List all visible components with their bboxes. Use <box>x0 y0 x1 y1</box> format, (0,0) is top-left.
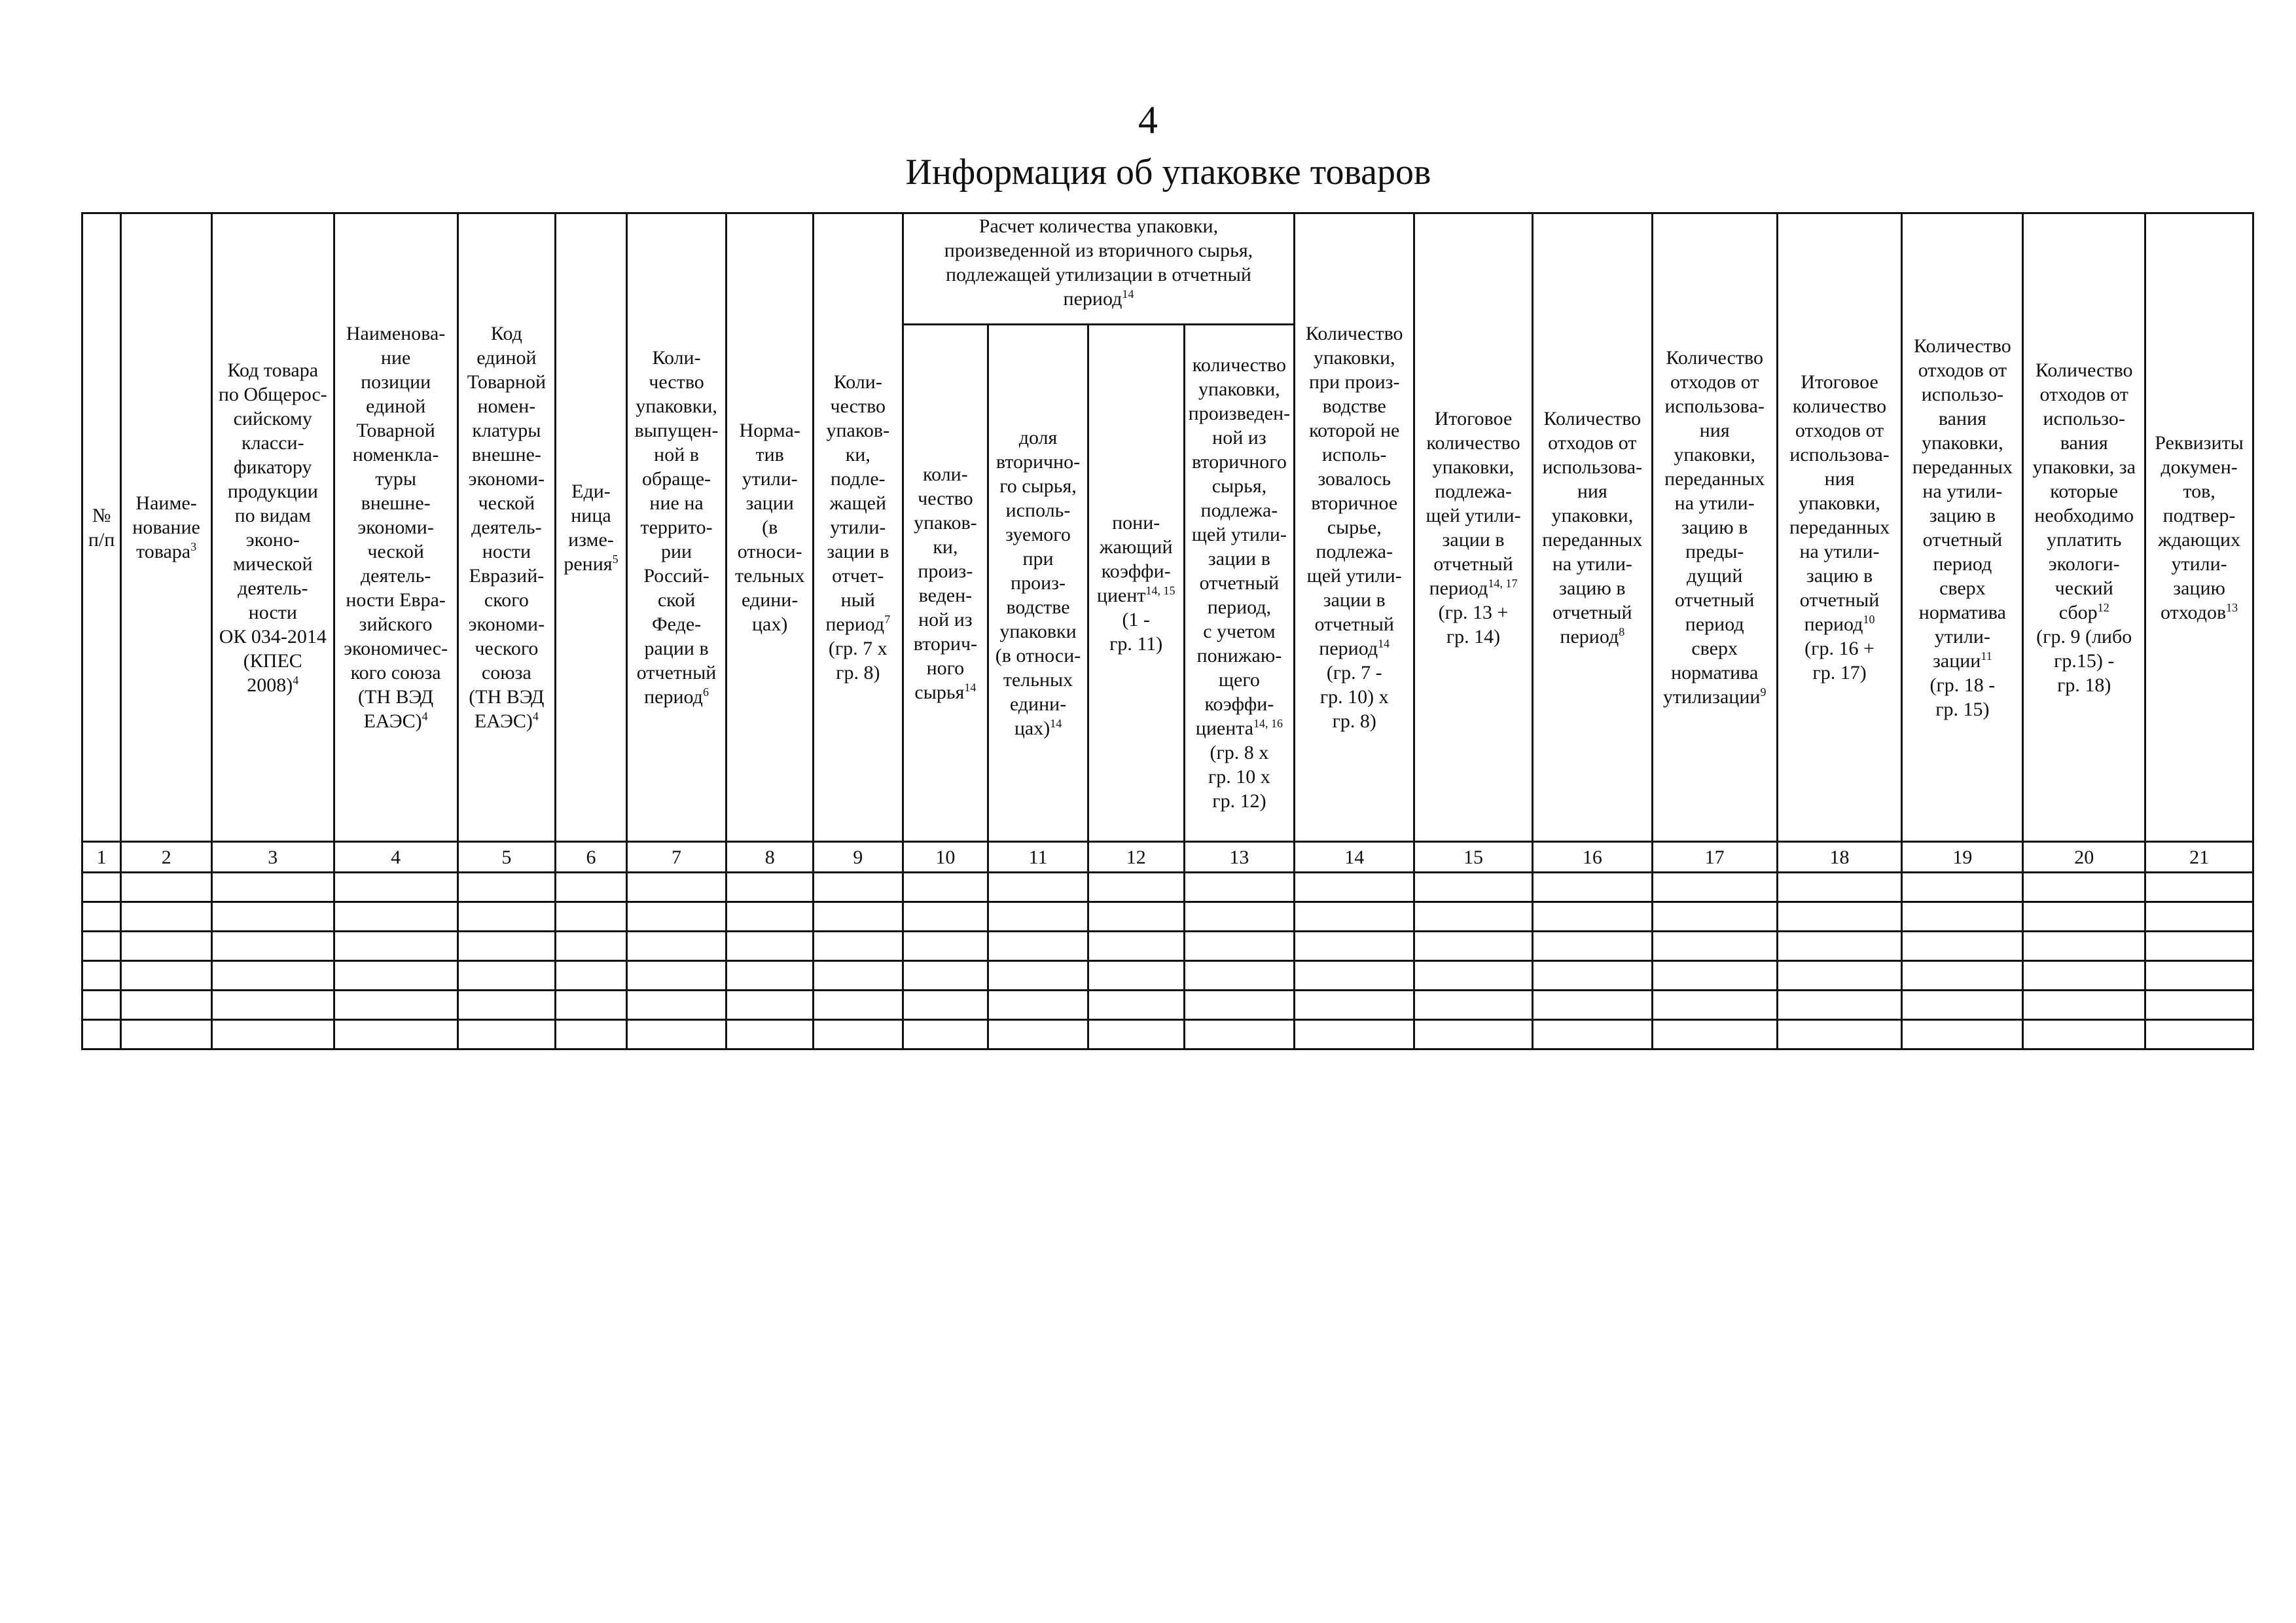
column-number-8: 8 <box>726 842 814 873</box>
page-number: 4 <box>1138 98 1158 141</box>
table-cell <box>2145 873 2253 902</box>
table-cell <box>2145 961 2253 991</box>
table-cell <box>1777 961 1902 991</box>
table-cell <box>2145 932 2253 961</box>
table-cell <box>1652 1020 1777 1049</box>
table-cell <box>211 991 334 1020</box>
table-cell <box>211 902 334 932</box>
table-cell <box>1295 873 1414 902</box>
table-cell <box>457 961 556 991</box>
table-cell <box>457 873 556 902</box>
table-cell <box>1777 1020 1902 1049</box>
column-number-7: 7 <box>626 842 726 873</box>
table-cell <box>2145 1020 2253 1049</box>
table-cell <box>1295 902 1414 932</box>
table-cell <box>2023 902 2145 932</box>
table-cell <box>2023 991 2145 1020</box>
table-cell <box>211 932 334 961</box>
table-cell <box>626 1020 726 1049</box>
header-col-6: Еди- ница изме- рения$^5$ <box>556 213 626 842</box>
table-cell <box>1184 902 1295 932</box>
table-cell <box>626 961 726 991</box>
table-cell <box>1184 961 1295 991</box>
table-cell <box>556 961 626 991</box>
table-cell <box>1088 873 1184 902</box>
column-number-10: 10 <box>903 842 988 873</box>
table-cell <box>82 873 121 902</box>
table-cell <box>1532 1020 1652 1049</box>
table-cell <box>726 902 814 932</box>
table-row <box>82 991 2253 1020</box>
table-cell <box>903 961 988 991</box>
table-cell <box>121 932 212 961</box>
header-col-16: Количество отходов от использова- ния упаковки, переданных на утили- зацию в отчетный период$^8$ <box>1532 213 1652 842</box>
table-cell <box>1184 991 1295 1020</box>
header-col-7: Коли- чество упаковки, выпущен- ной в обраще- ние на террито- рии Россий- ской Феде- рации в отчетный период$^6$ <box>626 213 726 842</box>
table-cell <box>1652 873 1777 902</box>
table-cell <box>556 1020 626 1049</box>
table-cell <box>334 873 457 902</box>
table-cell <box>82 991 121 1020</box>
table-cell <box>556 932 626 961</box>
table-cell <box>813 902 903 932</box>
column-number-9: 9 <box>813 842 903 873</box>
table-cell <box>1414 932 1533 961</box>
column-number-5: 5 <box>457 842 556 873</box>
table-row <box>82 1020 2253 1049</box>
column-number-15: 15 <box>1414 842 1533 873</box>
table-cell <box>1902 873 2023 902</box>
column-number-11: 11 <box>988 842 1088 873</box>
table-cell <box>988 932 1088 961</box>
header-col-19: Количество отходов от использо- вания упаковки, переданных на утили- зацию в отчетный период сверх норматива утили- зации$^{11}$ (гр. 18 - гр. 15) <box>1902 213 2023 842</box>
table-cell <box>2023 1020 2145 1049</box>
table-cell <box>988 991 1088 1020</box>
column-number-6: 6 <box>556 842 626 873</box>
table-cell <box>2023 961 2145 991</box>
column-number-14: 14 <box>1295 842 1414 873</box>
table-cell <box>121 1020 212 1049</box>
table-cell <box>626 991 726 1020</box>
column-number-row <box>82 842 2253 873</box>
table-cell <box>2023 932 2145 961</box>
header-col-2: Наиме- нование товара$^3$ <box>121 213 212 842</box>
column-number-18: 18 <box>1777 842 1902 873</box>
table-cell <box>1777 932 1902 961</box>
table-cell <box>1414 991 1533 1020</box>
table-cell <box>211 873 334 902</box>
table-cell <box>1532 873 1652 902</box>
header-col-9: Коли- чество упаков- ки, подле- жащей утили- зации в отчет- ный период$^7$ (гр. 7 х гр. 8) <box>813 213 903 842</box>
table-cell <box>1088 991 1184 1020</box>
table-cell <box>1184 1020 1295 1049</box>
page-title: Информация об упаковке товаров <box>905 152 1431 192</box>
table-cell <box>1902 1020 2023 1049</box>
table-cell <box>556 873 626 902</box>
table-cell <box>1088 961 1184 991</box>
table-cell <box>1295 932 1414 961</box>
header-col-8: Норма- тив утили- зации (в относи- тельных едини- цах) <box>726 213 814 842</box>
table-cell <box>1295 1020 1414 1049</box>
table-cell <box>334 902 457 932</box>
table-cell <box>457 902 556 932</box>
column-number-12: 12 <box>1088 842 1184 873</box>
header-col-12: пони- жающий коэффи- циент$^{14, 15}$ (1 - гр. 11) <box>1088 325 1184 842</box>
table-row <box>82 961 2253 991</box>
table-cell <box>1088 1020 1184 1049</box>
column-number-20: 20 <box>2023 842 2145 873</box>
table-cell <box>1652 902 1777 932</box>
table-cell <box>1088 902 1184 932</box>
column-number-3: 3 <box>211 842 334 873</box>
table-cell <box>82 961 121 991</box>
header-col-10: коли- чество упаков- ки, произ- веден- ной из вторич- ного сырья$^{14}$ <box>903 325 988 842</box>
table-cell <box>334 961 457 991</box>
table-cell <box>1902 961 2023 991</box>
column-number-4: 4 <box>334 842 457 873</box>
table-cell <box>1414 902 1533 932</box>
header-col-13: количество упаковки, произведен- ной из вторичного сырья, подлежа- щей утили- зации в отчетный период, с учетом понижаю- щего коэффи- циента$^{14, 16}$ (гр. 8 х гр. 10 х гр. 12) <box>1184 325 1295 842</box>
table-cell <box>1532 961 1652 991</box>
table-cell <box>726 932 814 961</box>
column-number-13: 13 <box>1184 842 1295 873</box>
header-col-11: доля вторично- го сырья, исполь- зуемого при произ- водстве упаковки (в относи- тельных едини- цах)$^{14}$ <box>988 325 1088 842</box>
table-cell <box>988 873 1088 902</box>
table-cell <box>903 902 988 932</box>
table-cell <box>2023 873 2145 902</box>
table-cell <box>1414 961 1533 991</box>
table-cell <box>1414 873 1533 902</box>
table-row <box>82 873 2253 902</box>
header-col-3: Код товара по Общерос- сийскому класси- фикатору продукции по видам эконо- мической деятель- ности ОК 034-2014 (КПЕС 2008)$^4$ <box>211 213 334 842</box>
table-cell <box>1184 873 1295 902</box>
table-row <box>82 902 2253 932</box>
table-cell <box>334 991 457 1020</box>
table-cell <box>121 991 212 1020</box>
table-cell <box>1295 961 1414 991</box>
table-cell <box>988 961 1088 991</box>
header-col-1: № п/п <box>82 213 121 842</box>
table-cell <box>82 1020 121 1049</box>
table-cell <box>82 932 121 961</box>
table-cell <box>211 961 334 991</box>
table-cell <box>1184 932 1295 961</box>
table-cell <box>988 902 1088 932</box>
table-cell <box>121 873 212 902</box>
header-group-recycled-calc: Расчет количества упаковки, произведенной из вторичного сырья, подлежащей утилизации в отчетный период$^{14}$ <box>903 213 1295 325</box>
header-col-5: Код единой Товарной номен- клатуры внешне- экономи- ческой деятель- ности Евразий- ского экономи- ческого союза (ТН ВЭД ЕАЭС)$^4$ <box>457 213 556 842</box>
table-cell <box>1777 873 1902 902</box>
table-cell <box>903 932 988 961</box>
table-cell <box>813 1020 903 1049</box>
header-col-14: Количество упаковки, при произ- водстве которой не исполь- зовалось вторичное сырье, подлежа- щей утили- зации в отчетный период$^{14}$ (гр. 7 - гр. 10) х гр. 8) <box>1295 213 1414 842</box>
table-row <box>82 932 2253 961</box>
table-cell <box>626 873 726 902</box>
table-cell <box>1532 932 1652 961</box>
header-col-21: Реквизиты докумен- тов, подтвер- ждающих утили- зацию отходов$^{13}$ <box>2145 213 2253 842</box>
table-cell <box>334 932 457 961</box>
table-cell <box>1777 902 1902 932</box>
table-cell <box>1652 991 1777 1020</box>
table-cell <box>121 902 212 932</box>
header-col-4: Наименова- ние позиции единой Товарной номенкла- туры внешне- экономи- ческой деятель- ности Евра- зийского экономичес- кого союза (ТН ВЭД ЕАЭС)$^4$ <box>334 213 457 842</box>
table-cell <box>1532 902 1652 932</box>
column-number-17: 17 <box>1652 842 1777 873</box>
table-cell <box>813 932 903 961</box>
table-cell <box>1652 932 1777 961</box>
table-cell <box>556 902 626 932</box>
data-rows <box>82 873 2253 1049</box>
table-cell <box>1902 932 2023 961</box>
table-cell <box>457 932 556 961</box>
column-number-2: 2 <box>121 842 212 873</box>
table-cell <box>1902 902 2023 932</box>
column-number-21: 21 <box>2145 842 2253 873</box>
table-cell <box>1295 991 1414 1020</box>
table-cell <box>1777 991 1902 1020</box>
table-cell <box>813 961 903 991</box>
table-cell <box>556 991 626 1020</box>
table-cell <box>626 932 726 961</box>
table-cell <box>457 991 556 1020</box>
table-cell <box>2145 902 2253 932</box>
column-number-19: 19 <box>1902 842 2023 873</box>
table-cell <box>903 1020 988 1049</box>
table-cell <box>1532 991 1652 1020</box>
header-col-17: Количество отходов от использова- ния упаковки, переданных на утили- зацию в преды- дущий отчетный период сверх норматива утилизации$^9$ <box>1652 213 1777 842</box>
table-cell <box>2145 991 2253 1020</box>
table-cell <box>903 991 988 1020</box>
table-cell <box>1414 1020 1533 1049</box>
table-cell <box>726 873 814 902</box>
table-cell <box>457 1020 556 1049</box>
table-cell <box>334 1020 457 1049</box>
packaging-info-table <box>81 212 2254 1050</box>
table-cell <box>813 873 903 902</box>
header-col-18: Итоговое количество отходов от использова- ния упаковки, переданных на утили- зацию в отчетный период$^{10}$ (гр. 16 + гр. 17) <box>1777 213 1902 842</box>
table-cell <box>726 1020 814 1049</box>
table-cell <box>1902 991 2023 1020</box>
table-cell <box>1088 932 1184 961</box>
header-col-20: Количество отходов от использо- вания упаковки, за которые необходимо уплатить экологи- ческий сбор$^{12}$ (гр. 9 (либо гр.15) - гр. 18) <box>2023 213 2145 842</box>
table-cell <box>726 991 814 1020</box>
table-cell <box>988 1020 1088 1049</box>
column-number-1: 1 <box>82 842 121 873</box>
table-cell <box>211 1020 334 1049</box>
column-number-16: 16 <box>1532 842 1652 873</box>
table-cell <box>813 991 903 1020</box>
table-cell <box>626 902 726 932</box>
table-cell <box>726 961 814 991</box>
table-cell <box>903 873 988 902</box>
table-cell <box>1652 961 1777 991</box>
header-col-15: Итоговое количество упаковки, подлежа- щей утили- зации в отчетный период$^{14, 17}$ (гр. 13 + гр. 14) <box>1414 213 1533 842</box>
table-cell <box>121 961 212 991</box>
table-cell <box>82 902 121 932</box>
